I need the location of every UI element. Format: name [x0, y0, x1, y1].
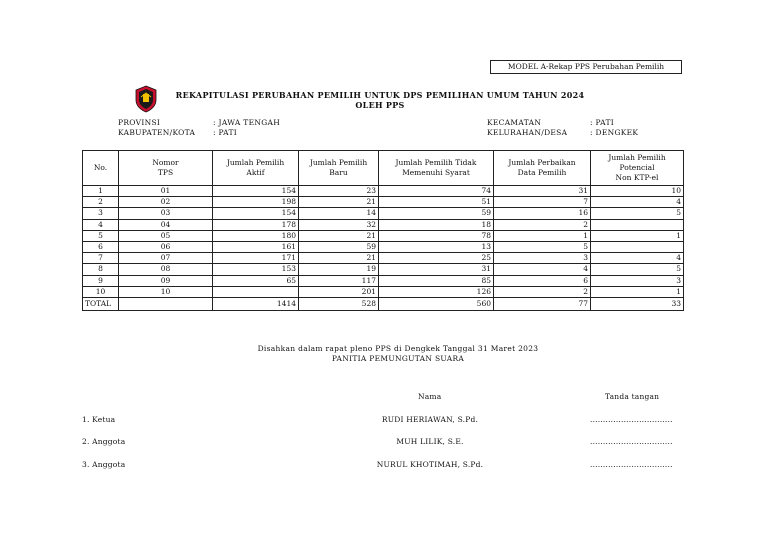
cell-tps: 05	[119, 230, 213, 241]
table-row	[83, 241, 684, 252]
cell-tms: 51	[379, 197, 494, 208]
cell-total-perbaikan: 77	[494, 297, 591, 310]
col-header-tps: Nomor TPS	[119, 151, 213, 186]
cell-baru: 201	[299, 286, 379, 297]
cell-no: 7	[83, 253, 119, 264]
signature-line: ................................	[590, 437, 673, 446]
cell-perbaikan: 2	[494, 286, 591, 297]
cell-baru: 59	[299, 241, 379, 252]
ratified-text: Disahkan dalam rapat pleno PPS di Dengkek Tanggal 31 Maret 2023	[257, 344, 539, 353]
document-title: REKAPITULASI PERUBAHAN PEMILIH UNTUK DPS PEMILIHAN UMUM TAHUN 2024	[175, 90, 585, 100]
name-column-header: Nama	[418, 392, 442, 401]
document-subtitle: OLEH PPS	[355, 100, 405, 110]
cell-tps: 04	[119, 219, 213, 230]
cell-no: 6	[83, 241, 119, 252]
cell-tms: 85	[379, 275, 494, 286]
cell-baru: 21	[299, 253, 379, 264]
signatory-role: 3. Anggota	[82, 460, 126, 469]
cell-tms: 18	[379, 219, 494, 230]
table-row	[83, 253, 684, 264]
cell-potensial: 3	[591, 275, 684, 286]
recap-table	[82, 150, 684, 311]
cell-potensial: 5	[591, 264, 684, 275]
cell-aktif	[213, 286, 299, 297]
table-row	[83, 219, 684, 230]
cell-tms: 25	[379, 253, 494, 264]
cell-no: 5	[83, 230, 119, 241]
cell-perbaikan: 2	[494, 219, 591, 230]
cell-no: 1	[83, 186, 119, 197]
cell-perbaikan: 7	[494, 197, 591, 208]
cell-tms: 74	[379, 186, 494, 197]
cell-tps: 06	[119, 241, 213, 252]
cell-aktif: 161	[213, 241, 299, 252]
cell-potensial: 4	[591, 197, 684, 208]
cell-potensial: 5	[591, 208, 684, 219]
cell-potensial: 1	[591, 286, 684, 297]
cell-perbaikan: 31	[494, 186, 591, 197]
cell-total-baru: 528	[299, 297, 379, 310]
cell-perbaikan: 4	[494, 264, 591, 275]
cell-potensial: 4	[591, 253, 684, 264]
kabupaten-value: : PATI	[213, 128, 238, 137]
kecamatan-value: : PATI	[590, 118, 615, 127]
table-row	[83, 275, 684, 286]
cell-tps: 09	[119, 275, 213, 286]
col-header-aktif: Jumlah Pemilih Aktif	[213, 151, 299, 186]
cell-tms: 78	[379, 230, 494, 241]
cell-perbaikan: 1	[494, 230, 591, 241]
cell-tps: 07	[119, 253, 213, 264]
kelurahan-value: : DENGKEK	[590, 128, 639, 137]
signature-column-header: Tanda tangan	[605, 392, 660, 401]
cell-aktif: 180	[213, 230, 299, 241]
table-row	[83, 230, 684, 241]
cell-tps: 02	[119, 197, 213, 208]
col-header-baru: Jumlah Pemilih Baru	[299, 151, 379, 186]
signatory-name: NURUL KHOTIMAH, S.Pd.	[376, 460, 484, 469]
cell-baru: 21	[299, 230, 379, 241]
signatory-name: MUH LILIK, S.E.	[396, 437, 464, 446]
col-header-no: No.	[83, 151, 119, 186]
table-row	[83, 286, 684, 297]
cell-no: 4	[83, 219, 119, 230]
col-header-perbaikan: Jumlah Perbaikan Data Pemilih	[494, 151, 591, 186]
cell-perbaikan: 5	[494, 241, 591, 252]
kpu-logo-icon	[134, 85, 158, 113]
col-header-tms: Jumlah Pemilih Tidak Memenuhi Syarat	[379, 151, 494, 186]
cell-baru: 14	[299, 208, 379, 219]
cell-perbaikan: 6	[494, 275, 591, 286]
signatory-role: 1. Ketua	[82, 415, 116, 424]
cell-baru: 117	[299, 275, 379, 286]
cell-tps: 08	[119, 264, 213, 275]
kabupaten-label: KABUPATEN/KOTA	[118, 128, 196, 137]
cell-total-potensial: 33	[591, 297, 684, 310]
cell-baru: 23	[299, 186, 379, 197]
cell-aktif: 178	[213, 219, 299, 230]
cell-no: 8	[83, 264, 119, 275]
cell-no: 10	[83, 286, 119, 297]
cell-tps: 03	[119, 208, 213, 219]
cell-aktif: 154	[213, 186, 299, 197]
kelurahan-label: KELURAHAN/DESA	[487, 128, 568, 137]
table-row	[83, 208, 684, 219]
cell-baru: 19	[299, 264, 379, 275]
cell-baru: 21	[299, 197, 379, 208]
provinsi-value: : JAWA TENGAH	[213, 118, 281, 127]
cell-total-aktif: 1414	[213, 297, 299, 310]
model-label: MODEL A-Rekap PPS Perubahan Pemilih	[490, 60, 682, 74]
cell-tps: 10	[119, 286, 213, 297]
cell-perbaikan: 3	[494, 253, 591, 264]
cell-total-tms: 560	[379, 297, 494, 310]
cell-aktif: 171	[213, 253, 299, 264]
committee-title: PANITIA PEMUNGUTAN SUARA	[331, 354, 465, 363]
cell-tms: 59	[379, 208, 494, 219]
table-total-row	[83, 297, 684, 310]
cell-aktif: 65	[213, 275, 299, 286]
cell-tms: 31	[379, 264, 494, 275]
cell-no: 3	[83, 208, 119, 219]
cell-no: 9	[83, 275, 119, 286]
kecamatan-label: KECAMATAN	[487, 118, 542, 127]
signature-line: ................................	[590, 460, 673, 469]
cell-aktif: 198	[213, 197, 299, 208]
cell-potensial: 10	[591, 186, 684, 197]
cell-aktif: 153	[213, 264, 299, 275]
signature-line: ................................	[590, 415, 673, 424]
cell-tps: 01	[119, 186, 213, 197]
signatory-role: 2. Anggota	[82, 437, 126, 446]
col-header-potensial: Jumlah Pemilih Potencial Non KTP-el	[591, 151, 684, 186]
table-header-row	[83, 151, 684, 186]
signatory-name: RUDI HERIAWAN, S.Pd.	[381, 415, 479, 424]
cell-tms: 126	[379, 286, 494, 297]
cell-aktif: 154	[213, 208, 299, 219]
cell-perbaikan: 16	[494, 208, 591, 219]
cell-tms: 13	[379, 241, 494, 252]
provinsi-label: PROVINSI	[118, 118, 161, 127]
cell-potensial: 1	[591, 230, 684, 241]
cell-potensial	[591, 219, 684, 230]
table-row	[83, 186, 684, 197]
cell-potensial	[591, 241, 684, 252]
cell-no: 2	[83, 197, 119, 208]
cell-total-tps	[119, 297, 213, 310]
table-row	[83, 197, 684, 208]
cell-baru: 32	[299, 219, 379, 230]
table-row	[83, 264, 684, 275]
cell-total-label: TOTAL	[83, 297, 119, 310]
